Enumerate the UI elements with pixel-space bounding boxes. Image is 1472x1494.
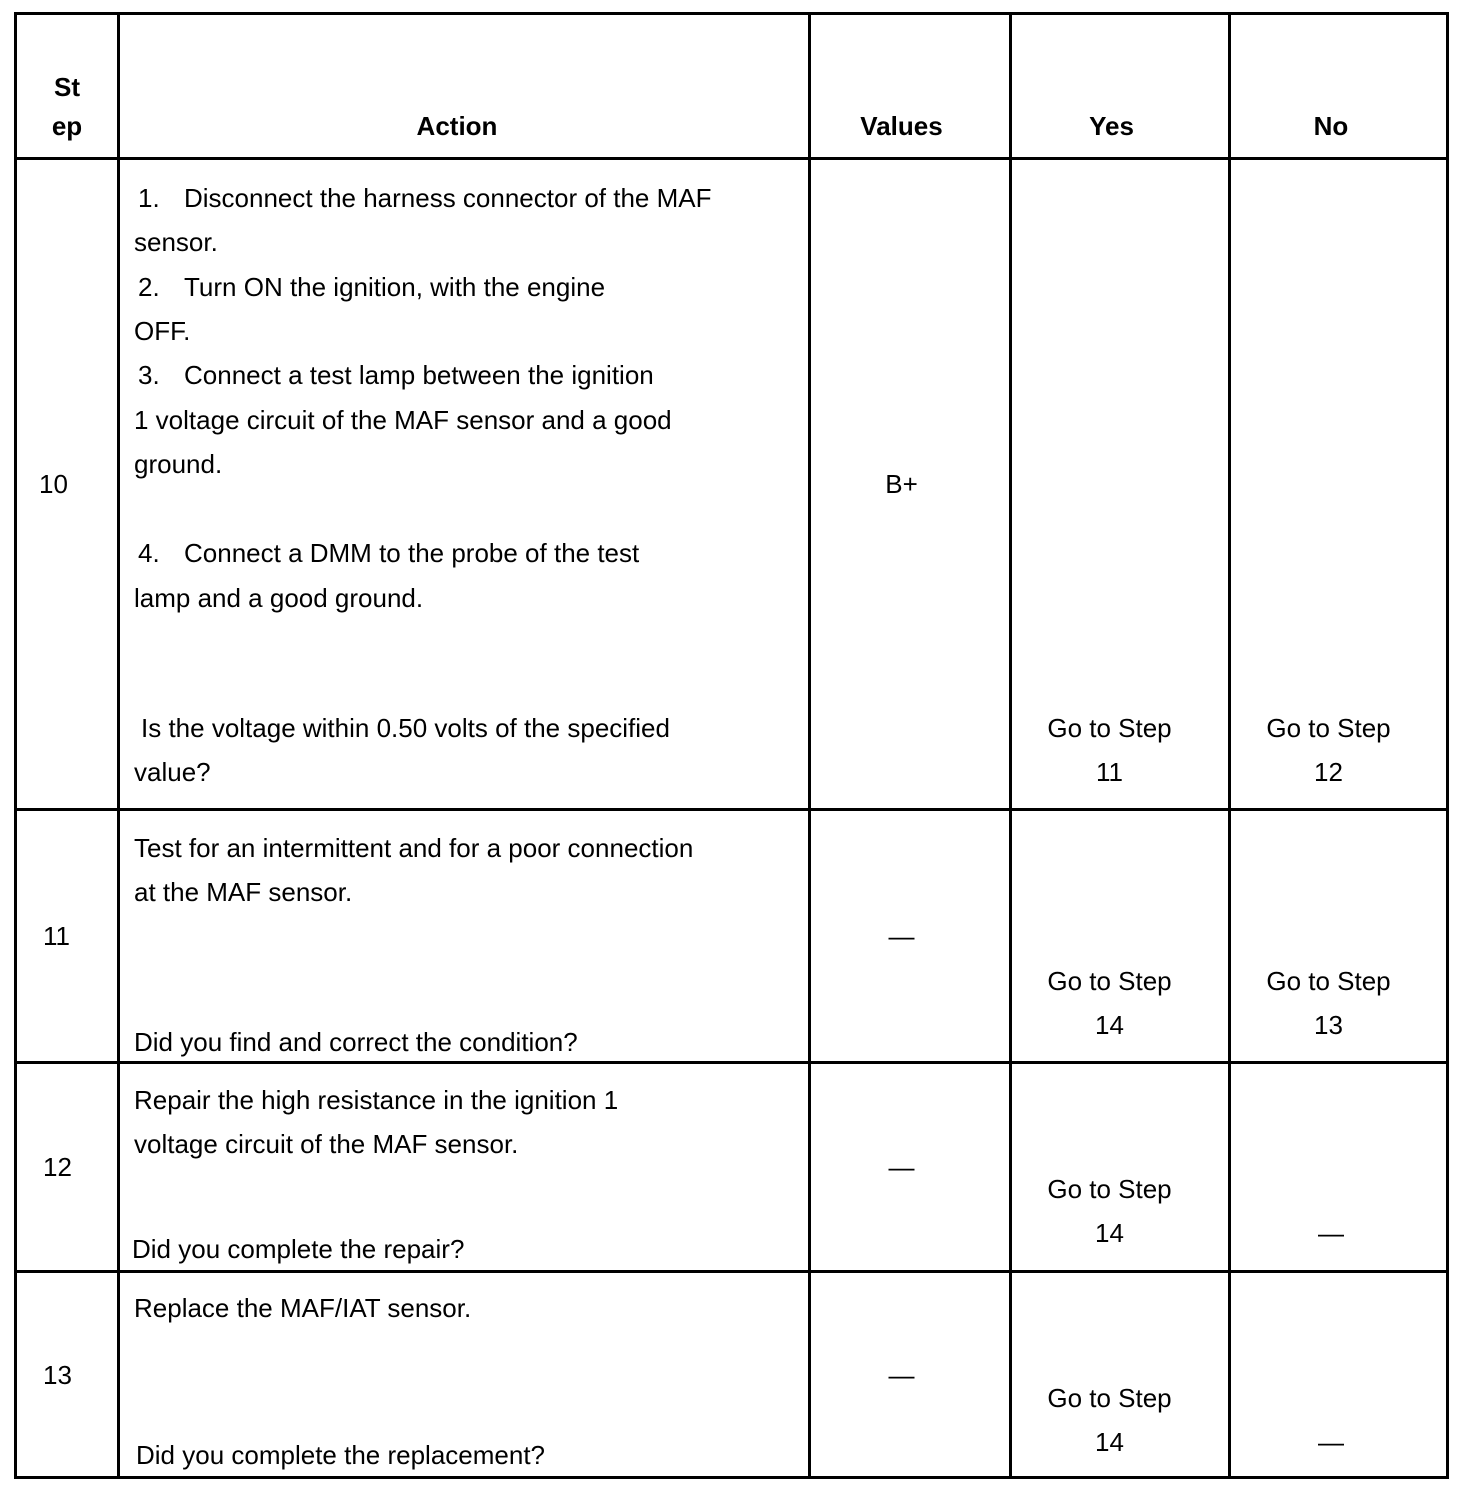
yes-cell: Go to Step 14 [1047, 966, 1172, 1040]
step-number: 11 [43, 921, 70, 951]
header-step: St ep [51, 72, 83, 141]
action-text: 1 voltage circuit of the MAF sensor and a good [134, 405, 672, 435]
row-divider [17, 157, 1446, 160]
value-cell: — [888, 1152, 915, 1182]
action-text: ground. [134, 449, 223, 479]
header-values: Values [860, 111, 943, 141]
step-number: 12 [43, 1152, 72, 1182]
no-cell: Go to Step 12 [1266, 713, 1391, 787]
action-question: Did you find and correct the condition? [134, 1027, 578, 1057]
yes-cell: Go to Step 14 [1047, 1174, 1172, 1248]
header-yes: Yes [1089, 111, 1134, 141]
value-cell: — [888, 921, 915, 951]
step-number: 13 [43, 1360, 72, 1390]
action-question: value? [134, 757, 211, 787]
step-number: 10 [39, 469, 68, 499]
column-divider [808, 15, 811, 1476]
action-text: Replace the MAF/IAT sensor. [134, 1293, 472, 1323]
value-cell: B+ [885, 469, 918, 499]
no-cell: Go to Step 13 [1266, 966, 1391, 1040]
action-text: OFF. [134, 316, 191, 346]
value-cell: — [888, 1360, 915, 1390]
yes-cell: Go to Step 14 [1047, 1383, 1172, 1457]
action-text: lamp and a good ground. [134, 583, 424, 613]
action-item: 1. Disconnect the harness connector of the MAF [138, 183, 712, 213]
no-cell: — [1318, 1218, 1344, 1248]
action-question: Did you complete the replacement? [136, 1440, 546, 1470]
action-text: voltage circuit of the MAF sensor. [134, 1129, 519, 1159]
action-item: 3. Connect a test lamp between the ignition [138, 360, 654, 390]
yes-cell: Go to Step 11 [1047, 713, 1172, 787]
action-text: at the MAF sensor. [134, 877, 353, 907]
action-question: Is the voltage within 0.50 volts of the specified [141, 713, 670, 743]
action-item: 4. Connect a DMM to the probe of the test [138, 538, 640, 568]
action-text: Repair the high resistance in the ignition 1 [134, 1085, 619, 1115]
action-text: sensor. [134, 227, 218, 257]
header-action: Action [416, 111, 498, 141]
action-item: 2. Turn ON the ignition, with the engine [138, 272, 606, 302]
row-divider [17, 808, 1446, 811]
header-no: No [1313, 111, 1349, 141]
action-text: Test for an intermittent and for a poor connection [134, 833, 694, 863]
column-divider [117, 15, 120, 1476]
no-cell: — [1318, 1427, 1344, 1457]
action-question: Did you complete the repair? [132, 1234, 465, 1264]
